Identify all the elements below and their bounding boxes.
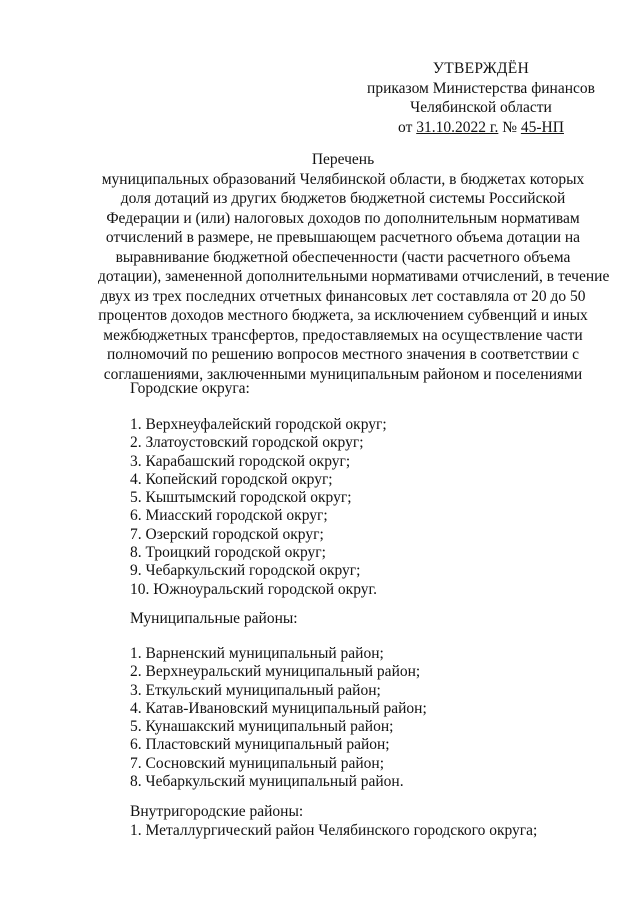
list-item: 8. Троицкий городской округ; — [130, 544, 326, 562]
heading-line: полномочий по решению вопросов местного значения в соответствии с — [107, 346, 579, 363]
list-item: 7. Озерский городской округ; — [130, 525, 324, 543]
approval-date-line — [340, 118, 622, 138]
list-intracity-districts — [130, 822, 537, 840]
list-item: 5. Кыштымский городской округ; — [130, 489, 352, 507]
list-item: 7. Сосновский муниципальный район; — [130, 754, 385, 772]
approval-order-line: приказом Министерства финансов — [367, 79, 595, 97]
list-item: 8. Чебаркульский муниципальный район. — [130, 773, 404, 791]
heading-line: Федерации и (или) налоговых доходов по дополнительным нормативам — [106, 209, 580, 227]
approval-title: УТВЕРЖДЁН — [432, 60, 530, 77]
list-city-districts — [130, 416, 387, 599]
list-item: 3. Еткульский муниципальный район; — [130, 681, 381, 699]
list-item: 2. Верхнеуральский муниципальный район; — [130, 663, 421, 681]
heading-line: соглашениями, заключенными муниципальным районом и поселениями — [103, 365, 583, 383]
list-municipal-districts — [130, 645, 427, 791]
approval-number: 45-НП — [520, 118, 564, 136]
heading-line: отчислений в размере, не превышающем расчетного объема дотации на — [105, 229, 581, 246]
heading-line: межбюджетных трансфертов, предоставляемых на осуществление части — [103, 326, 583, 344]
list-item: 6. Пластовский муниципальный район; — [130, 736, 390, 754]
list-item: 6. Миасский городской округ; — [130, 507, 328, 525]
list-item: 4. Катав-Ивановский муниципальный район; — [130, 699, 427, 717]
section-title-intracity-districts: Внутригородские районы: — [130, 803, 304, 820]
heading-line: доля дотаций из других бюджетов бюджетной системы Российской — [120, 190, 566, 207]
heading-line: процентов доходов местного бюджета, за исключением субвенций и иных — [98, 307, 588, 324]
list-item: 2. Златоустовский городской округ; — [130, 434, 364, 452]
heading-line: муниципальных образований Челябинской области, в бюджетах которых — [101, 170, 585, 188]
section-title-municipal-districts: Муниципальные районы: — [130, 610, 298, 627]
list-item: 3. Карабашский городской округ; — [130, 452, 351, 470]
approval-date-prefix: от — [398, 118, 417, 136]
heading-line: двух из трех последних отчетных финансовых лет составляла от 20 до 50 — [100, 287, 586, 305]
heading-line: выравнивание бюджетной обеспеченности (части расчетного объема — [115, 248, 571, 266]
list-item: 10. Южноуральский городской округ. — [130, 580, 377, 598]
list-item: 9. Чебаркульский городской округ; — [130, 562, 361, 580]
section-title-city-districts: Городские округа: — [130, 380, 250, 397]
list-item: 1. Варненский муниципальный район; — [130, 645, 384, 662]
list-item: 5. Кунашакский муниципальный район; — [130, 718, 394, 736]
document-heading — [98, 150, 610, 384]
list-item: 4. Копейский городской округ; — [130, 470, 333, 488]
heading-line: дотации), замененной дополнительными нормативами отчислений, в течение — [98, 268, 610, 285]
approval-number-prefix: № — [498, 118, 521, 136]
approval-region-line: Челябинской области — [410, 99, 552, 116]
approval-date: 31.10.2022 г. — [416, 118, 499, 136]
approval-stamp — [340, 59, 622, 137]
heading-line: Перечень — [311, 151, 375, 168]
list-item: 1. Верхнеуфалейский городской округ; — [130, 416, 387, 433]
list-item: 1. Металлургический район Челябинского городского округа; — [130, 822, 538, 839]
